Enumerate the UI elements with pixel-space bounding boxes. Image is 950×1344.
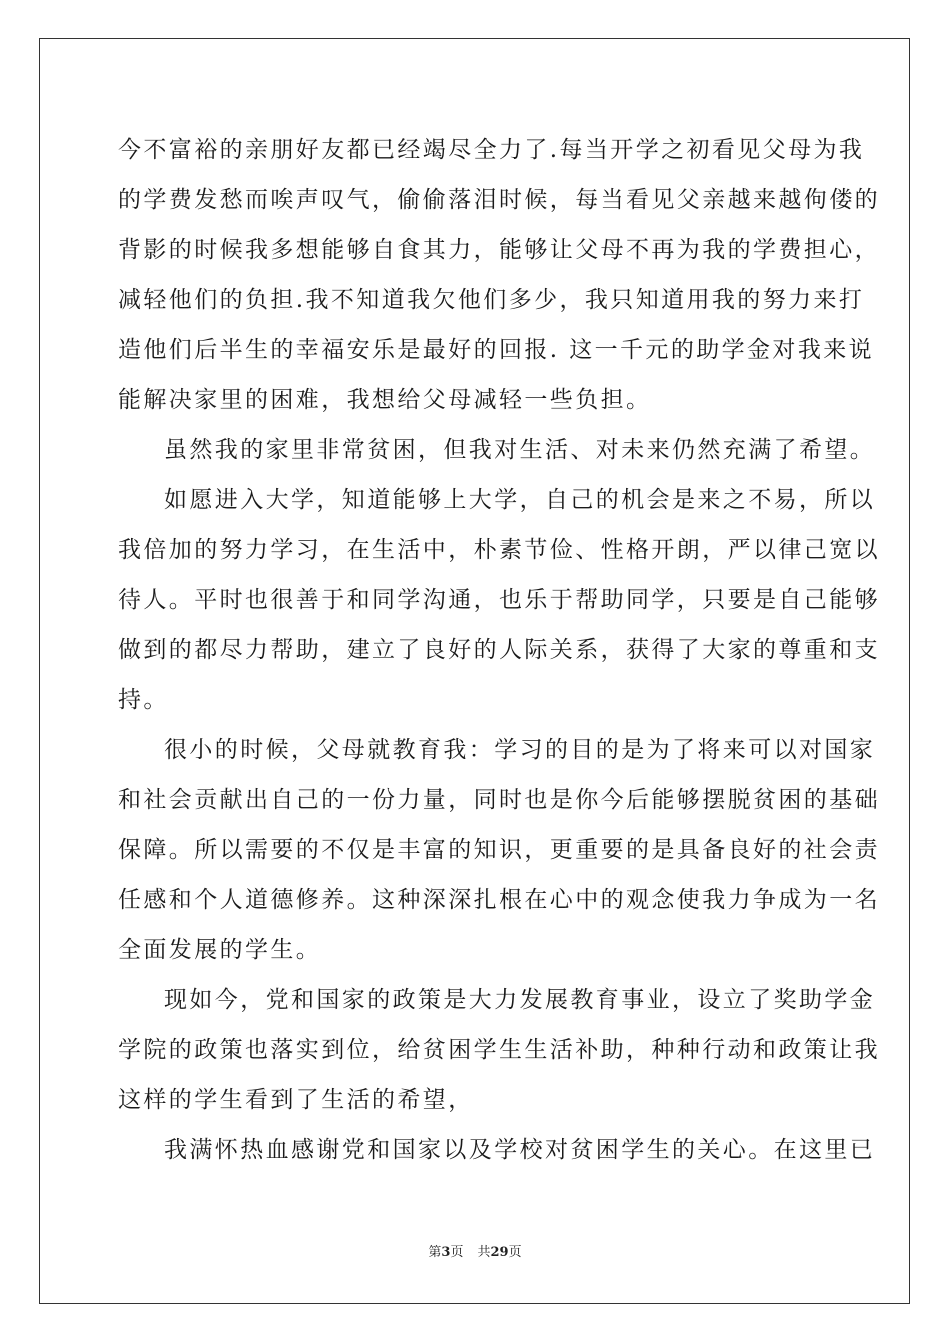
text-line: 待人。平时也很善于和同学沟通，也乐于帮助同学，只要是自己能够 [118, 587, 880, 613]
total-suffix: 页 [508, 1245, 522, 1260]
text-line: 做到的都尽力帮助，建立了良好的人际关系，获得了大家的尊重和支 [118, 637, 880, 663]
page-prefix: 第 [428, 1245, 442, 1260]
text-line: 全面发展的学生。 [118, 937, 322, 963]
total-prefix: 共 [477, 1245, 491, 1260]
paragraph-first-line: 很小的时候，父母就教育我：学习的目的是为了将来可以对国家 [164, 737, 876, 763]
text-line: 这样的学生看到了生活的希望， [118, 1087, 474, 1113]
text-line: 减轻他们的负担.我不知道我欠他们多少，我只知道用我的努力来打 [118, 287, 865, 313]
text-line: 我倍加的努力学习，在生活中，朴素节俭、性格开朗，严以律己宽以 [118, 537, 880, 563]
paragraph-first-line: 如愿进入大学，知道能够上大学，自己的机会是来之不易，所以 [164, 487, 876, 513]
text-line: 任感和个人道德修养。这种深深扎根在心中的观念使我力争成为一名 [118, 887, 880, 913]
text-line: 造他们后半生的幸福安乐是最好的回报. 这一千元的助学金对我来说 [118, 337, 875, 363]
text-line: 背影的时候我多想能够自食其力，能够让父母不再为我的学费担心， [118, 237, 880, 263]
text-line: 持。 [118, 687, 169, 713]
paragraph-first-line: 我满怀热血感谢党和国家以及学校对贫困学生的关心。在这里已 [164, 1137, 876, 1163]
paragraph-first-line: 现如今，党和国家的政策是大力发展教育事业，设立了奖助学金 [164, 987, 876, 1013]
text-line: 今不富裕的亲朋好友都已经竭尽全力了.每当开学之初看见父母为我 [118, 137, 865, 163]
text-line: 学院的政策也落实到位，给贫困学生生活补助，种种行动和政策让我 [118, 1037, 880, 1063]
text-line: 能解决家里的困难，我想给父母减轻一些负担。 [118, 387, 652, 413]
paragraph-first-line: 虽然我的家里非常贫困，但我对生活、对未来仍然充满了希望。 [164, 437, 876, 463]
page-total: 29 [490, 1245, 509, 1260]
page-current: 3 [441, 1245, 451, 1260]
text-line: 和社会贡献出自己的一份力量，同时也是你今后能够摆脱贫困的基础 [118, 787, 880, 813]
text-line: 保障。所以需要的不仅是丰富的知识，更重要的是具备良好的社会责 [118, 837, 880, 863]
page-footer [0, 1244, 950, 1262]
page-suffix: 页 [450, 1245, 464, 1260]
text-line: 的学费发愁而唉声叹气，偷偷落泪时候，每当看见父亲越来越佝偻的 [118, 187, 880, 213]
